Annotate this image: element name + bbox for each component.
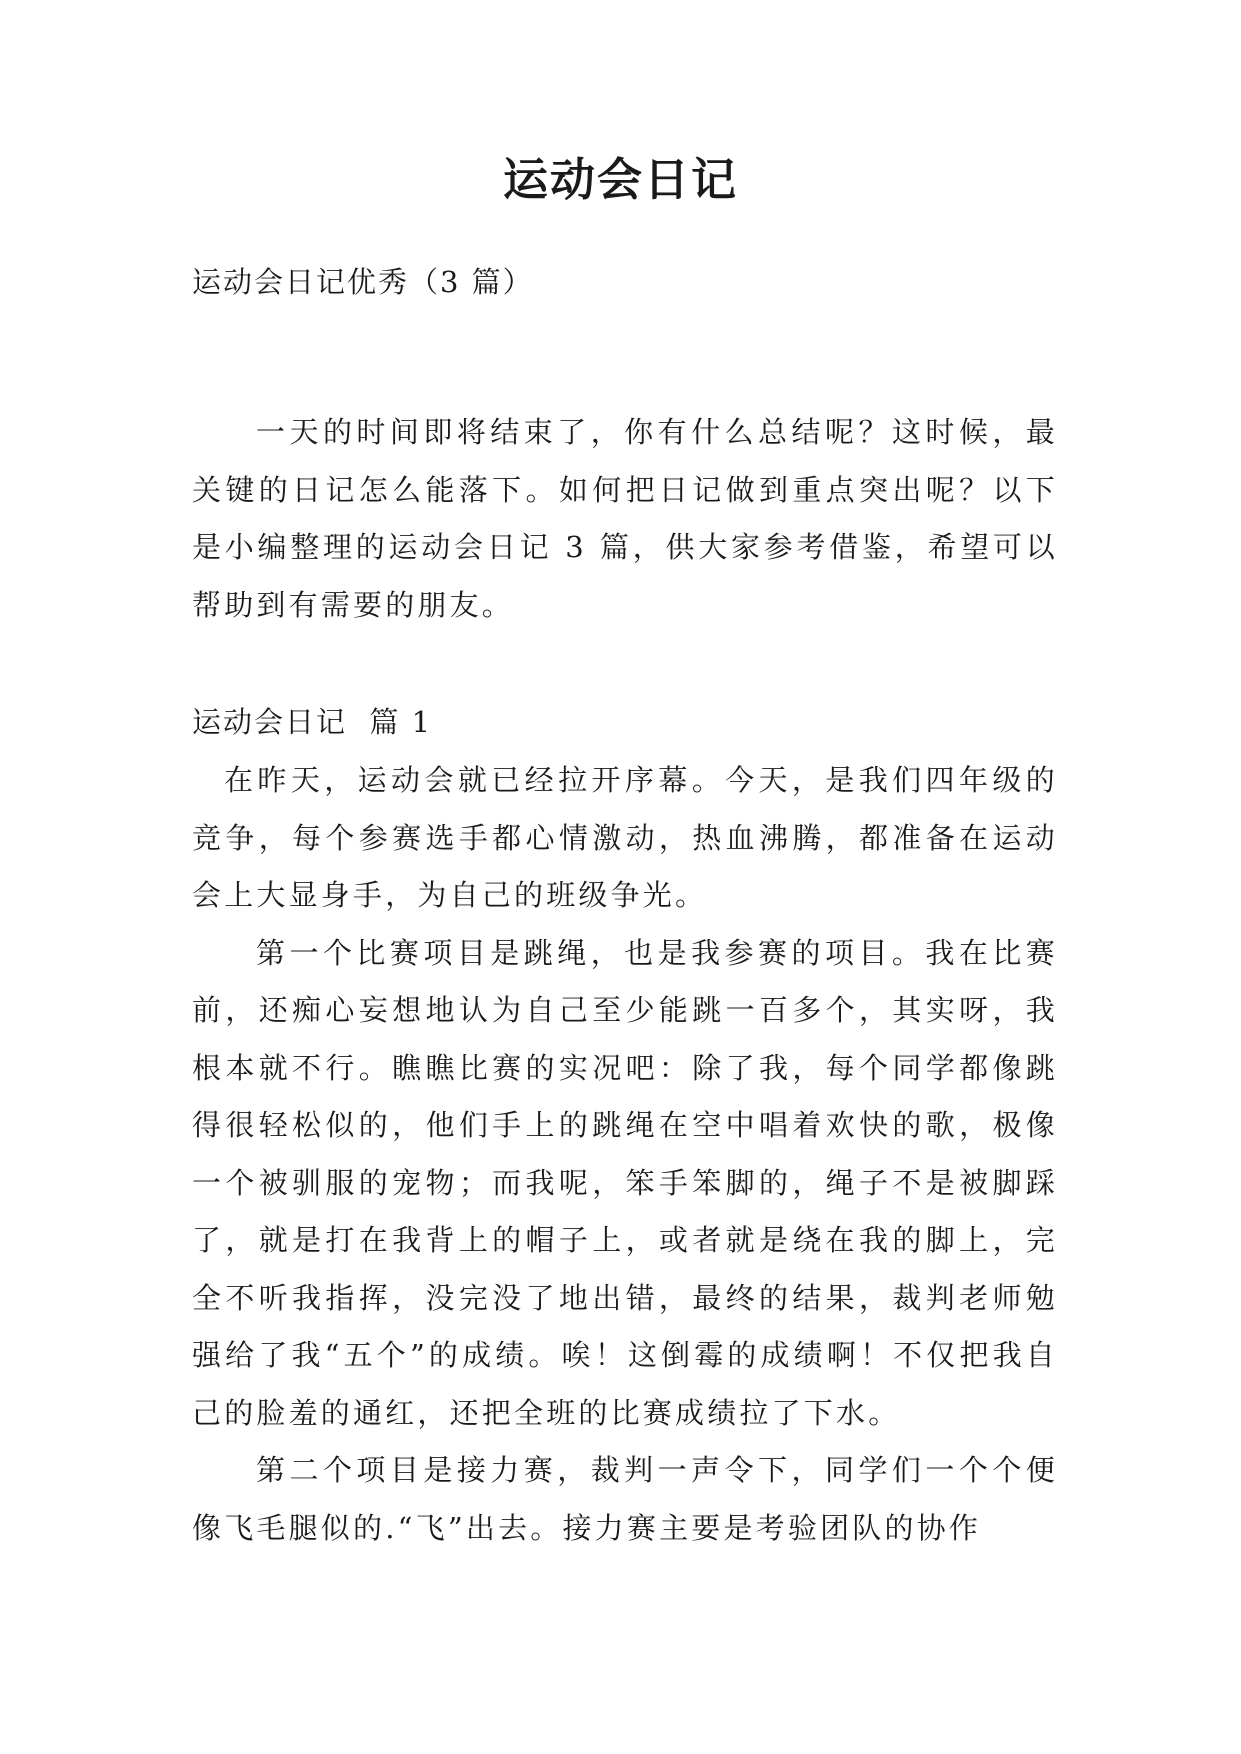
intro-paragraph: 一天的时间即将结束了，你有什么总结呢？这时候，最关键的日记怎么能落下。如何把日记做到重点突出呢？以下是小编整理的运动会日记 3 篇，供大家参考借鉴，希望可以帮助到有需要的朋友。 [192,415,1058,622]
body-paragraph-3: 第二个项目是接力赛，裁判一声令下，同学们一个个便像飞毛腿似的.“飞”出去。接力赛主要是考验团队的协作 [192,1453,1058,1545]
body-paragraph-2: 第一个比赛项目是跳绳，也是我参赛的项目。我在比赛前，还痴心妄想地认为自己至少能跳一百多个，其实呀，我根本就不行。瞧瞧比赛的实况吧：除了我，每个同学都像跳得很轻松似的，他们手上的跳绳在空中唱着欢快的歌，极像一个被驯服的宠物；而我呢，笨手笨脚的，绳子不是被脚踩了，就是打在我背上的帽子上，或者就是绕在我的脚上，完全不听我指挥，没完没了地出错，最终的结果，裁判老师勉强给了我“五个”的成绩。唉！这倒霉的成绩啊！不仅把我自己的脸羞的通红，还把全班的比赛成绩拉了下水。 [192,935,1058,1430]
document-subtitle: 运动会日记优秀（3 篇） [192,265,534,299]
intro-block [192,404,1058,634]
section-heading: 运动会日记 篇 1 [192,705,433,739]
body-paragraph-1: 在昨天，运动会就已经拉开序幕。今天，是我们四年级的竞争，每个参赛选手都心情激动，热血沸腾，都准备在运动会上大显身手，为自己的班级争光。 [192,763,1058,912]
page-title: 运动会日记 [502,153,738,206]
article-body [192,752,1058,1557]
